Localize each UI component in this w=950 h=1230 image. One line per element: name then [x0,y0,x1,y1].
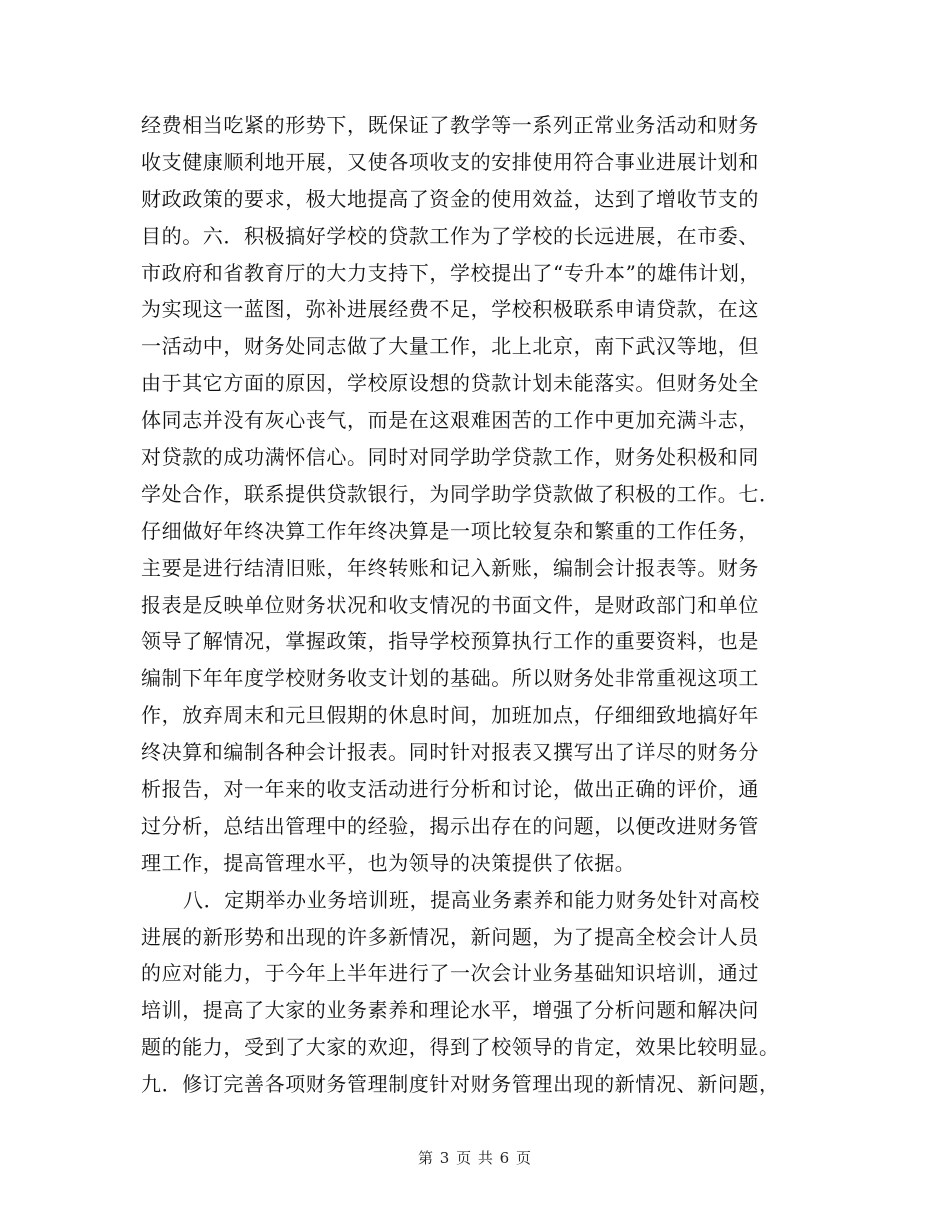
body-text [141,107,813,1103]
text-line: 编制下年年度学校财务收支计划的基础。所以财务处非常重视这项工 [141,666,759,691]
text-line: 仔细做好年终决算工作年终决算是一项比较复杂和繁重的工作任务， [141,518,759,543]
text-line: 学处合作，联系提供贷款银行，为同学助学贷款做了积极的工作。七． [141,481,780,506]
text-line: 为实现这一蓝图，弥补进展经费不足，学校积极联系申请贷款，在这 [141,297,759,322]
text-line: 培训，提高了大家的业务素养和理论水平，增强了分析问题和解决问 [141,998,759,1023]
text-line: 财政政策的要求，极大地提高了资金的使用效益，达到了增收节支的 [141,186,759,211]
text-line: 收支健康顺利地开展，又使各项收支的安排使用符合事业进展计划和 [141,149,759,174]
paragraph-first-line: 八．定期举办业务培训班，提高业务素养和能力财务处针对高校 [183,887,760,912]
text-line: 主要是进行结清旧账，年终转账和记入新账，编制会计报表等。财务 [141,555,759,580]
page-footer: 第 3 页 共 6 页 [418,1149,532,1167]
text-line: 的应对能力，于今年上半年进行了一次会计业务基础知识培训，通过 [141,961,759,986]
text-line: 题的能力，受到了大家的欢迎，得到了校领导的肯定，效果比较明显。 [141,1035,780,1060]
text-line: 市政府和省教育厅的大力支持下，学校提出了“专升本”的雄伟计划， [141,260,761,285]
text-line: 一活动中，财务处同志做了大量工作，北上北京，南下武汉等地，但 [141,334,759,359]
text-line: 终决算和编制各种会计报表。同时针对报表又撰写出了详尽的财务分 [141,740,759,765]
text-line: 体同志并没有灰心丧气，而是在这艰难困苦的工作中更加充满斗志， [141,408,759,433]
text-line: 领导了解情况，掌握政策，指导学校预算执行工作的重要资料，也是 [141,629,759,654]
text-line: 报表是反映单位财务状况和收支情况的书面文件，是财政部门和单位 [141,592,759,617]
text-line: 经费相当吃紧的形势下，既保证了教学等一系列正常业务活动和财务 [141,113,759,137]
text-line: 析报告，对一年来的收支活动进行分析和讨论，做出正确的评价，通 [141,777,759,802]
text-line: 进展的新形势和出现的许多新情况，新问题，为了提高全校会计人员 [141,924,759,949]
text-line: 过分析，总结出管理中的经验，揭示出存在的问题，以便改进财务管 [141,813,759,838]
text-line: 作，放弃周末和元旦假期的休息时间，加班加点，仔细细致地搞好年 [141,703,759,728]
text-line: 目的。六．积极搞好学校的贷款工作为了学校的长远进展，在市委、 [141,223,759,248]
text-line: 九．修订完善各项财务管理制度针对财务管理出现的新情况、新问题， [141,1072,780,1097]
text-line: 由于其它方面的原因，学校原设想的贷款计划未能落实。但财务处全 [141,371,759,396]
text-line: 对贷款的成功满怀信心。同时对同学助学贷款工作，财务处积极和同 [141,445,759,470]
text-line: 理工作，提高管理水平，也为领导的决策提供了依据。 [141,850,636,875]
